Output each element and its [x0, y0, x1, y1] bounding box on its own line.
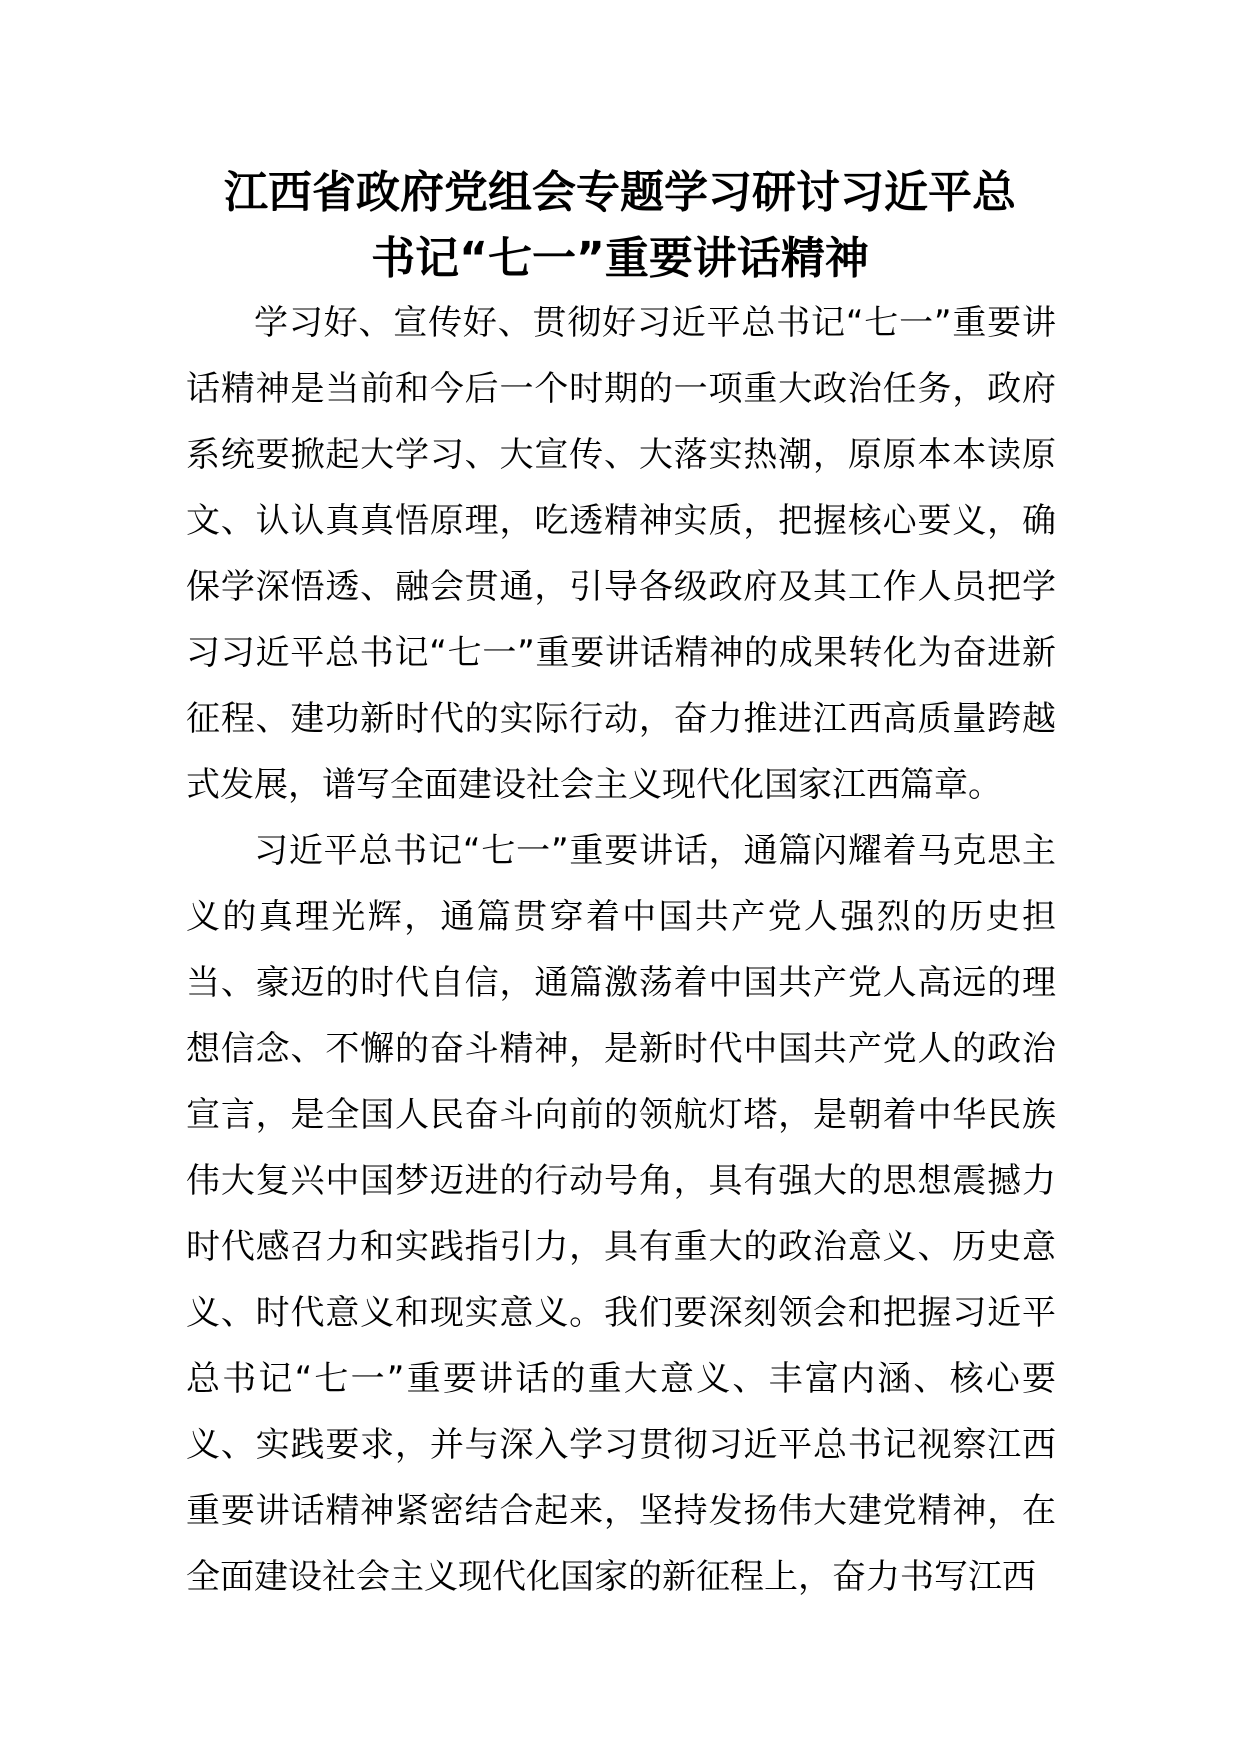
paragraph-1: 学习好、宣传好、贯彻好习近平总书记“七一”重要讲话精神是当前和今后一个时期的一项重大政治任务，政府系统要掀起大学习、大宣传、大落实热潮，原原本本读原文、认认真真悟原理，吃透精神实质，把握核心要义，确保学深悟透、融会贯通，引导各级政府及其工作人员把学习习近平总书记“七一”重要讲话精神的成果转化为奋进新征程、建功新时代的实际行动，奋力推进江西高质量跨越式发展，谱写全面建设社会主义现代化国家江西篇章。 — [186, 303, 1056, 805]
document-body — [186, 290, 1056, 1610]
document-title — [150, 160, 1090, 292]
title-line-1: 江西省政府党组会专题学习研讨习近平总 — [224, 167, 1016, 218]
title-line-2: 书记“七一”重要讲话精神 — [371, 233, 869, 284]
paragraph-2: 习近平总书记“七一”重要讲话，通篇闪耀着马克思主义的真理光辉，通篇贯穿着中国共产党人强烈的历史担当、豪迈的时代自信，通篇激荡着中国共产党人高远的理想信念、不懈的奋斗精神，是新时代中国共产党人的政治宣言，是全国人民奋斗向前的领航灯塔，是朝着中华民族伟大复兴中国梦迈进的行动号角，具有强大的思想震撼力时代感召力和实践指引力，具有重大的政治意义、历史意义、时代意义和现实意义。我们要深刻领会和把握习近平总书记“七一”重要讲话的重大意义、丰富内涵、核心要义、实践要求，并与深入学习贯彻习近平总书记视察江西重要讲话精神紧密结合起来，坚持发扬伟大建党精神，在全面建设社会主义现代化国家的新征程上，奋力书写江西 — [186, 831, 1056, 1597]
